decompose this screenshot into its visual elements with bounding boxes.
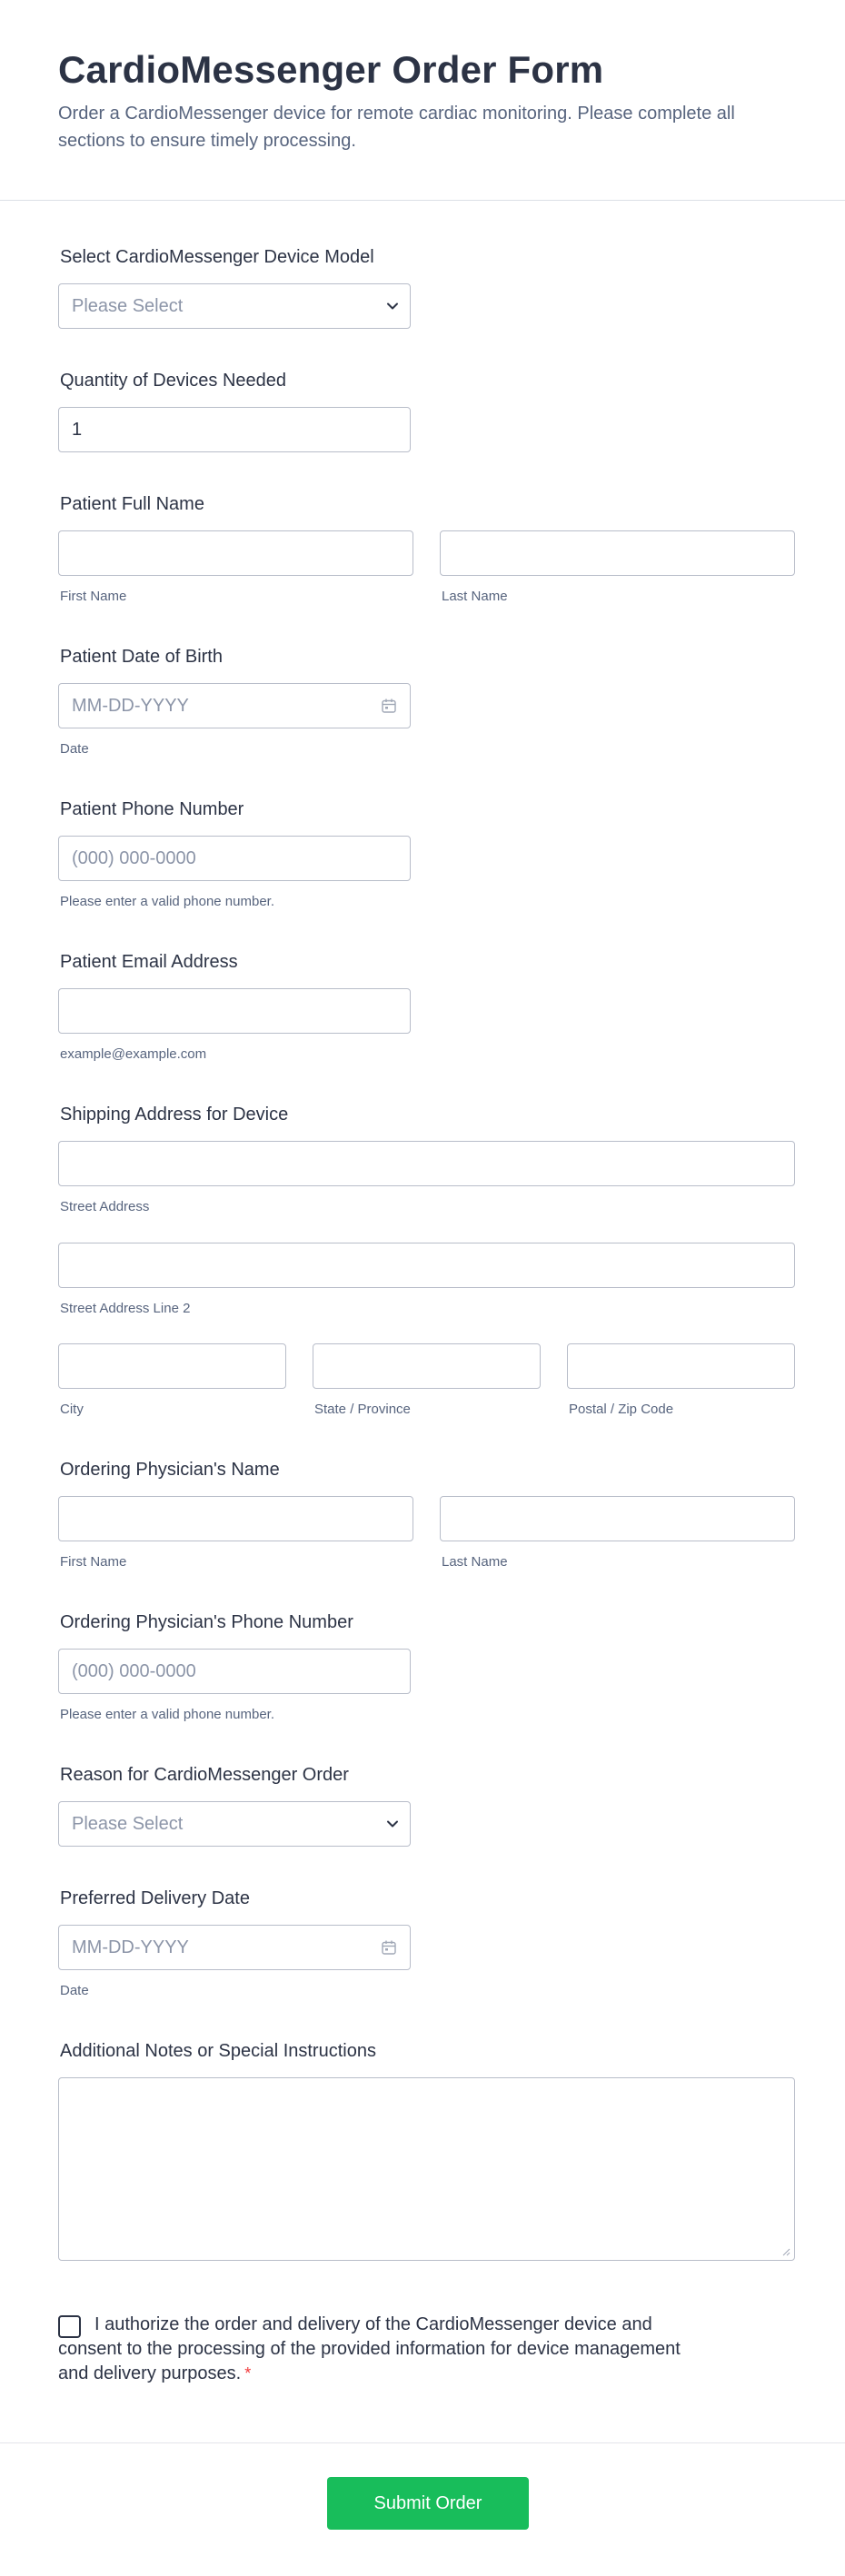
patient-phone-label: Patient Phone Number <box>60 799 244 819</box>
street-address-line2-sublabel: Street Address Line 2 <box>60 1301 191 1316</box>
reason-label: Reason for CardioMessenger Order <box>60 1765 349 1785</box>
device-model-select[interactable] <box>58 283 411 329</box>
patient-last-name-sublabel: Last Name <box>442 589 508 604</box>
submit-order-button[interactable]: Submit Order <box>327 2477 529 2530</box>
physician-last-name-sublabel: Last Name <box>442 1554 508 1570</box>
notes-label: Additional Notes or Special Instructions <box>60 2041 376 2061</box>
patient-dob-placeholder: MM-DD-YYYY <box>72 695 189 716</box>
quantity-value: 1 <box>72 419 83 440</box>
quantity-input[interactable] <box>58 407 411 452</box>
physician-phone-label: Ordering Physician's Phone Number <box>60 1612 353 1632</box>
calendar-icon[interactable] <box>381 1939 397 1956</box>
zip-input[interactable] <box>567 1343 795 1389</box>
city-sublabel: City <box>60 1402 84 1417</box>
required-mark: * <box>244 2364 252 2383</box>
page-subtitle: Order a CardioMessenger device for remote cardiac monitoring. Please complete all sections to ensure timely processing. <box>58 104 735 151</box>
notes-textarea[interactable] <box>58 2077 795 2261</box>
patient-phone-input[interactable] <box>58 836 411 881</box>
chevron-down-icon <box>386 300 399 312</box>
patient-name-label: Patient Full Name <box>60 494 204 514</box>
patient-first-name-sublabel: First Name <box>60 589 127 604</box>
patient-last-name-input[interactable] <box>440 530 795 576</box>
reason-selected: Please Select <box>72 1813 184 1834</box>
patient-email-sublabel: example@example.com <box>60 1046 207 1062</box>
city-input[interactable] <box>58 1343 286 1389</box>
reason-select[interactable] <box>58 1801 411 1847</box>
physician-phone-sublabel: Please enter a valid phone number. <box>60 1707 274 1722</box>
physician-first-name-input[interactable] <box>58 1496 413 1541</box>
page-title: CardioMessenger Order Form <box>58 48 604 91</box>
patient-dob-label: Patient Date of Birth <box>60 647 223 667</box>
physician-name-label: Ordering Physician's Name <box>60 1460 280 1480</box>
street-address-line2-input[interactable] <box>58 1243 795 1288</box>
patient-first-name-input[interactable] <box>58 530 413 576</box>
device-model-selected: Please Select <box>72 295 184 316</box>
patient-phone-sublabel: Please enter a valid phone number. <box>60 894 274 909</box>
street-address-input[interactable] <box>58 1141 795 1186</box>
delivery-date-input[interactable] <box>58 1925 411 1970</box>
state-input[interactable] <box>313 1343 541 1389</box>
physician-last-name-input[interactable] <box>440 1496 795 1541</box>
consent-text: I authorize the order and delivery of the CardioMessenger device and consent to the processing of the provided information for device management and delivery purposes. <box>58 2314 681 2383</box>
consent-text-block <box>58 2313 712 2386</box>
patient-dob-input[interactable] <box>58 683 411 728</box>
patient-dob-sublabel: Date <box>60 741 89 757</box>
physician-phone-placeholder: (000) 000-0000 <box>72 1660 196 1681</box>
delivery-date-sublabel: Date <box>60 1983 89 1998</box>
street-address-sublabel: Street Address <box>60 1199 150 1214</box>
footer-divider <box>0 2442 845 2443</box>
resize-handle-icon[interactable] <box>781 2247 790 2256</box>
patient-email-label: Patient Email Address <box>60 952 238 972</box>
patient-phone-placeholder: (000) 000-0000 <box>72 847 196 868</box>
form-header <box>0 0 845 201</box>
physician-first-name-sublabel: First Name <box>60 1554 127 1570</box>
delivery-date-placeholder: MM-DD-YYYY <box>72 1937 189 1957</box>
calendar-icon[interactable] <box>381 698 397 714</box>
device-model-label: Select CardioMessenger Device Model <box>60 247 374 267</box>
zip-sublabel: Postal / Zip Code <box>569 1402 674 1417</box>
patient-email-input[interactable] <box>58 988 411 1034</box>
state-sublabel: State / Province <box>314 1402 411 1417</box>
delivery-date-label: Preferred Delivery Date <box>60 1888 250 1908</box>
physician-phone-input[interactable] <box>58 1649 411 1694</box>
quantity-label: Quantity of Devices Needed <box>60 371 287 391</box>
chevron-down-icon <box>386 1818 399 1830</box>
shipping-address-label: Shipping Address for Device <box>60 1105 289 1125</box>
